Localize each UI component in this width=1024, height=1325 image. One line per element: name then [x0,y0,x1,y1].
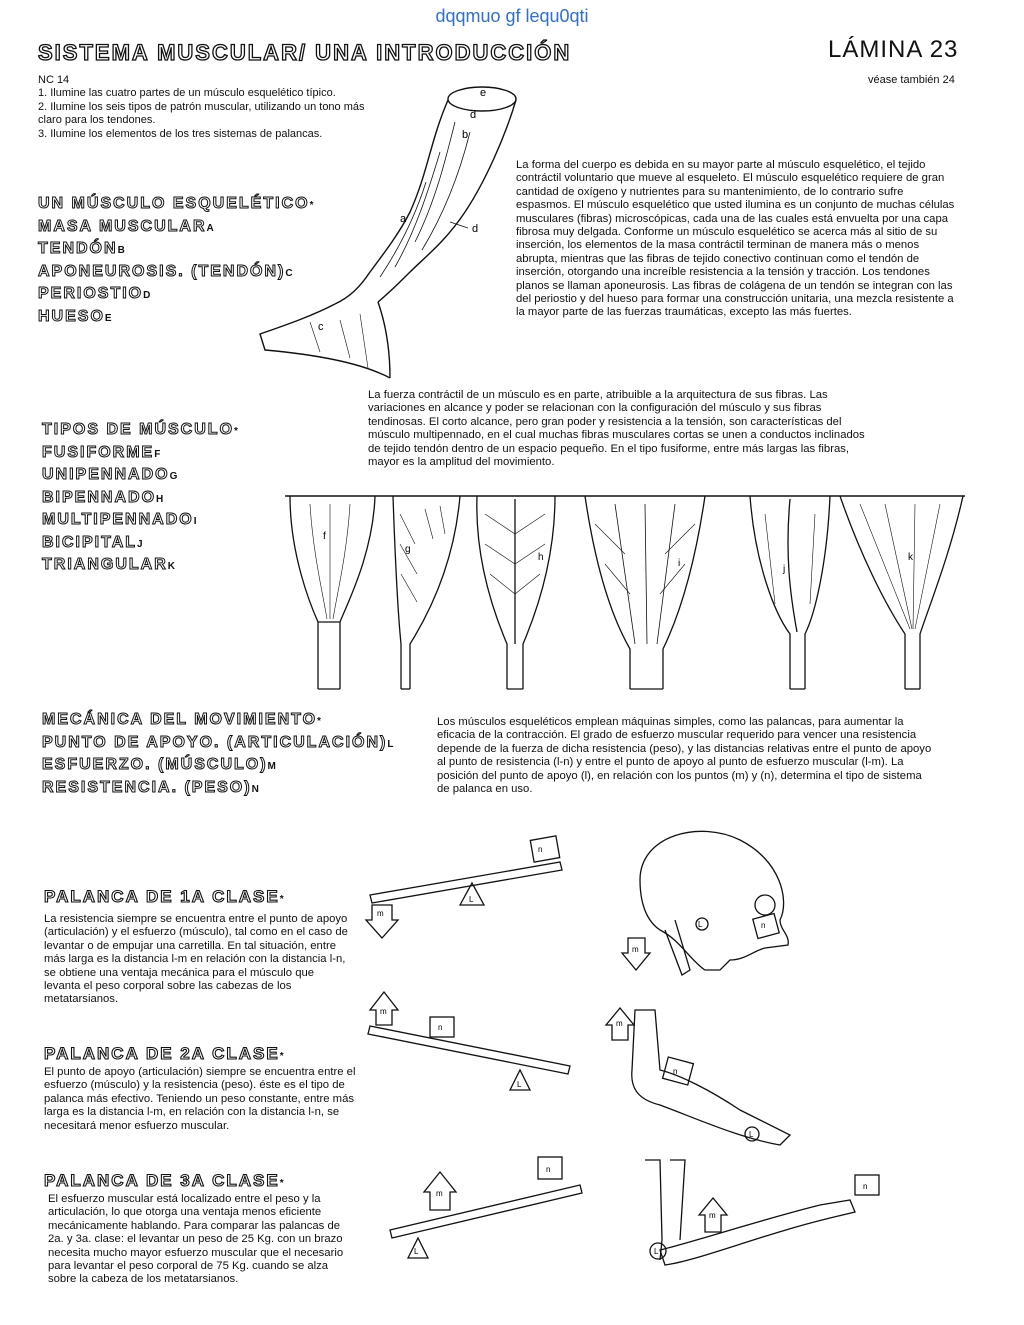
muscle-types-illustration [285,494,965,694]
lever-diagrams [360,820,1000,1320]
label-m-arm: m [709,1211,716,1220]
label-n1: n [538,845,543,854]
lever-2-heading: PALANCA DE 2A CLASE* [44,1044,286,1063]
lever-1-diagram [366,836,562,938]
mechanics-effort: ESFUERZO. (MÚSCULO)M [42,756,278,773]
label-l2: L [517,1080,522,1089]
label-k: k [908,552,913,563]
bicipital-muscle [750,496,830,689]
instruction-item: 2. Ilumine los seis tipos de patrón muscular, utilizando un tono más claro para los tendones. [38,100,365,127]
watermark: dqqmuo gf lequ0qti [435,6,589,26]
part-bone: HUESOE [38,307,114,325]
lever-1-heading: PALANCA DE 1A CLASE* [44,887,286,906]
types-heading: TIPOS DE MÚSCULO* [42,421,240,438]
label-n-foot: n [673,1067,678,1076]
foot-illustration [606,1008,790,1145]
label-n2: n [438,1023,443,1032]
lever-1-text: La resistencia siempre se encuentra entre el punto de apoyo (articulación) y el esfuerzo (músculo), tal como en el caso de levantar o de empujar una carretilla. En tal situación, entre más larga es la distancia l-m en relación con la distancia l-n, se obtiene una ventaja mecánica para el músculo que levanta el peso corporal sobre las cabezas de los metatarsianos. [44,913,348,1006]
bipennate-muscle [477,496,555,689]
lever-3-heading: PALANCA DE 3A CLASE* [44,1171,286,1190]
part-tendon: TENDÓNB [38,240,127,257]
label-m1: m [377,909,384,918]
lever-3-diagram [390,1157,582,1258]
instruction-item: 3. Ilumine los elementos de los tres sistemas de palancas. [38,127,323,140]
muscle-types-list [42,420,240,578]
skull-illustration [622,831,788,975]
mechanics-fulcrum: PUNTO DE APOYO. (ARTICULACIÓN)L [42,733,396,751]
label-b: b [462,129,469,141]
label-g: g [405,544,411,555]
lever-2-text: El punto de apoyo (articulación) siempre se encuentra entre el esfuerzo (músculo) y la resistencia (peso). éste es el tipo de palanca más efectivo. Teniendo un peso constante, entre más larga es la distancia l-m, en relación con la distancia l-n, se necesitará menor esfuerzo muscular. [44,1066,356,1132]
types-paragraph: La fuerza contráctil de un músculo es en parte, atribuible a la arquitectura de sus fibras. Las variaciones en alcance y poder se relacionan con la configuración del músculo y sus fibras tendinosas. El corto alcance, pero gran poder y resistencia a la tensión, son características del músculo multipennado, en el cual muchas fibras musculares cortas se unen a conductos inclinados de tejido tendón dentro de un espacio pequeño. En el tipo fusiforme, entre más largas las fibras, mayor es la amplitud del movimiento. [368,389,865,469]
label-f: f [323,531,326,542]
label-l-arm: L [654,1247,659,1256]
label-m2: m [380,1007,387,1016]
mechanics-heading: MECÁNICA DEL MOVIMIENTO* [42,711,323,728]
mechanics-paragraph: Los músculos esqueléticos emplean máquinas simples, como las palancas, para aumentar la eficacia de la contracción. El grado de esfuerzo muscular requerido para vencer una resistencia depende de la fuerza de dicha resistencia (peso), y las distancias relativas entre el punto de apoyo al punto de resistencia (l-n) y entre el punto de apoyo al punto de esfuerzo muscular (l-m). La posición del punto de apoyo (l), en relación con los puntos (m) y (n), determina el tipo de sistema de palanca en uso. [437,716,932,796]
label-d2: d [472,223,479,235]
label-n-skull: n [761,921,766,930]
part-periosteum: PERIOSTIOD [38,285,153,302]
see-also: véase también 24 [868,74,955,86]
plate-number: LÁMINA 23 [828,36,959,63]
label-m3: m [436,1189,443,1198]
label-l-skull: L [698,920,703,929]
triangular-muscle [840,496,963,689]
label-j: j [783,564,786,575]
label-n-arm: n [863,1182,868,1191]
label-l1: L [469,895,474,904]
type-bipennate: BIPENNADOH [42,488,166,506]
fusiform-muscle [290,496,375,689]
type-triangular: TRIANGULARK [42,556,177,573]
label-e: e [480,87,487,99]
page-title: SISTEMA MUSCULAR/ UNA INTRODUCCIÓN [38,40,572,65]
type-unipennate: UNIPENNADOG [42,466,180,483]
label-c: c [318,321,324,333]
multipennate-muscle [585,496,705,689]
part-muscle-mass: MASA MUSCULARA [38,217,216,235]
lever-2-diagram [368,992,570,1090]
type-fusiform: FUSIFORMEF [42,443,163,461]
label-n3: n [546,1165,551,1174]
skeletal-heading: UN MÚSCULO ESQUELÉTICO* [38,195,316,212]
lever-3-text: El esfuerzo muscular está localizado entre el peso y la articulación, lo que otorga una ventaja menos eficiente mecánicamente hablando. Para comparar las palancas de 2a. y 3a. clase: el levantar un peso de 25 Kg. con un brazo necesita mucho mayor esfuerzo muscular que el necesario para levantar el peso corporal de 75 Kg. cuando se alza sobre la cabeza de los metatarsianos. [48,1193,344,1286]
label-h: h [538,552,544,563]
label-m-foot: m [616,1019,623,1028]
label-i: i [678,558,681,569]
instructions-code: NC 14 [38,74,70,86]
mechanics-list [42,710,395,800]
label-l3: L [414,1247,419,1256]
unipennate-muscle [393,496,460,689]
label-m-skull: m [632,945,639,954]
skeletal-muscle-illustration [250,82,520,382]
label-d: d [470,109,477,121]
label-l-foot: L [749,1130,754,1139]
type-bicipital: BICIPITALJ [42,533,145,551]
part-aponeurosis: APONEUROSIS. (TENDÓN)C [38,262,295,280]
arm-illustration [645,1160,879,1265]
skeletal-paragraph: La forma del cuerpo es debida en su mayor parte al músculo esquelético, el tejido contráctil voluntario que mueve al esqueleto. El músculo esquelético requiere de gran cantidad de oxígeno y nutrientes para su mantenimiento, de lo contrario sufre espasmos. El músculo esquelético que usted ilumina es un conjunto de muchas células musculares (fibras) microscópicas, cada una de las cuales está envuelta por una capa fibrosa muy delgada. Conforme un músculo esquelético se acerca más al sitio de su inserción, los elementos de la masa contráctil terminan de manera más o menos abrupta, mientras que las fibras de tejido conectivo continuan como el tendón de inserción, otorgando una increíble resistencia a la tensión y tracción. Los tendones planos se llaman aponeurosis. Las fibras de colágena de un tendón se integran con las del periostio y del hueso para formar una construcción unitaria, una mezcla resistente a la mayor parte de las fuerzas traumáticas, excepto las más fuertes. [516,159,955,319]
mechanics-resistance: RESISTENCIA. (PESO)N [42,778,261,796]
label-a: a [400,213,407,225]
instruction-item: 1. Ilumine las cuatro partes de un músculo esquelético típico. [38,87,336,100]
type-multipennate: MULTIPENNADOI [42,511,199,528]
